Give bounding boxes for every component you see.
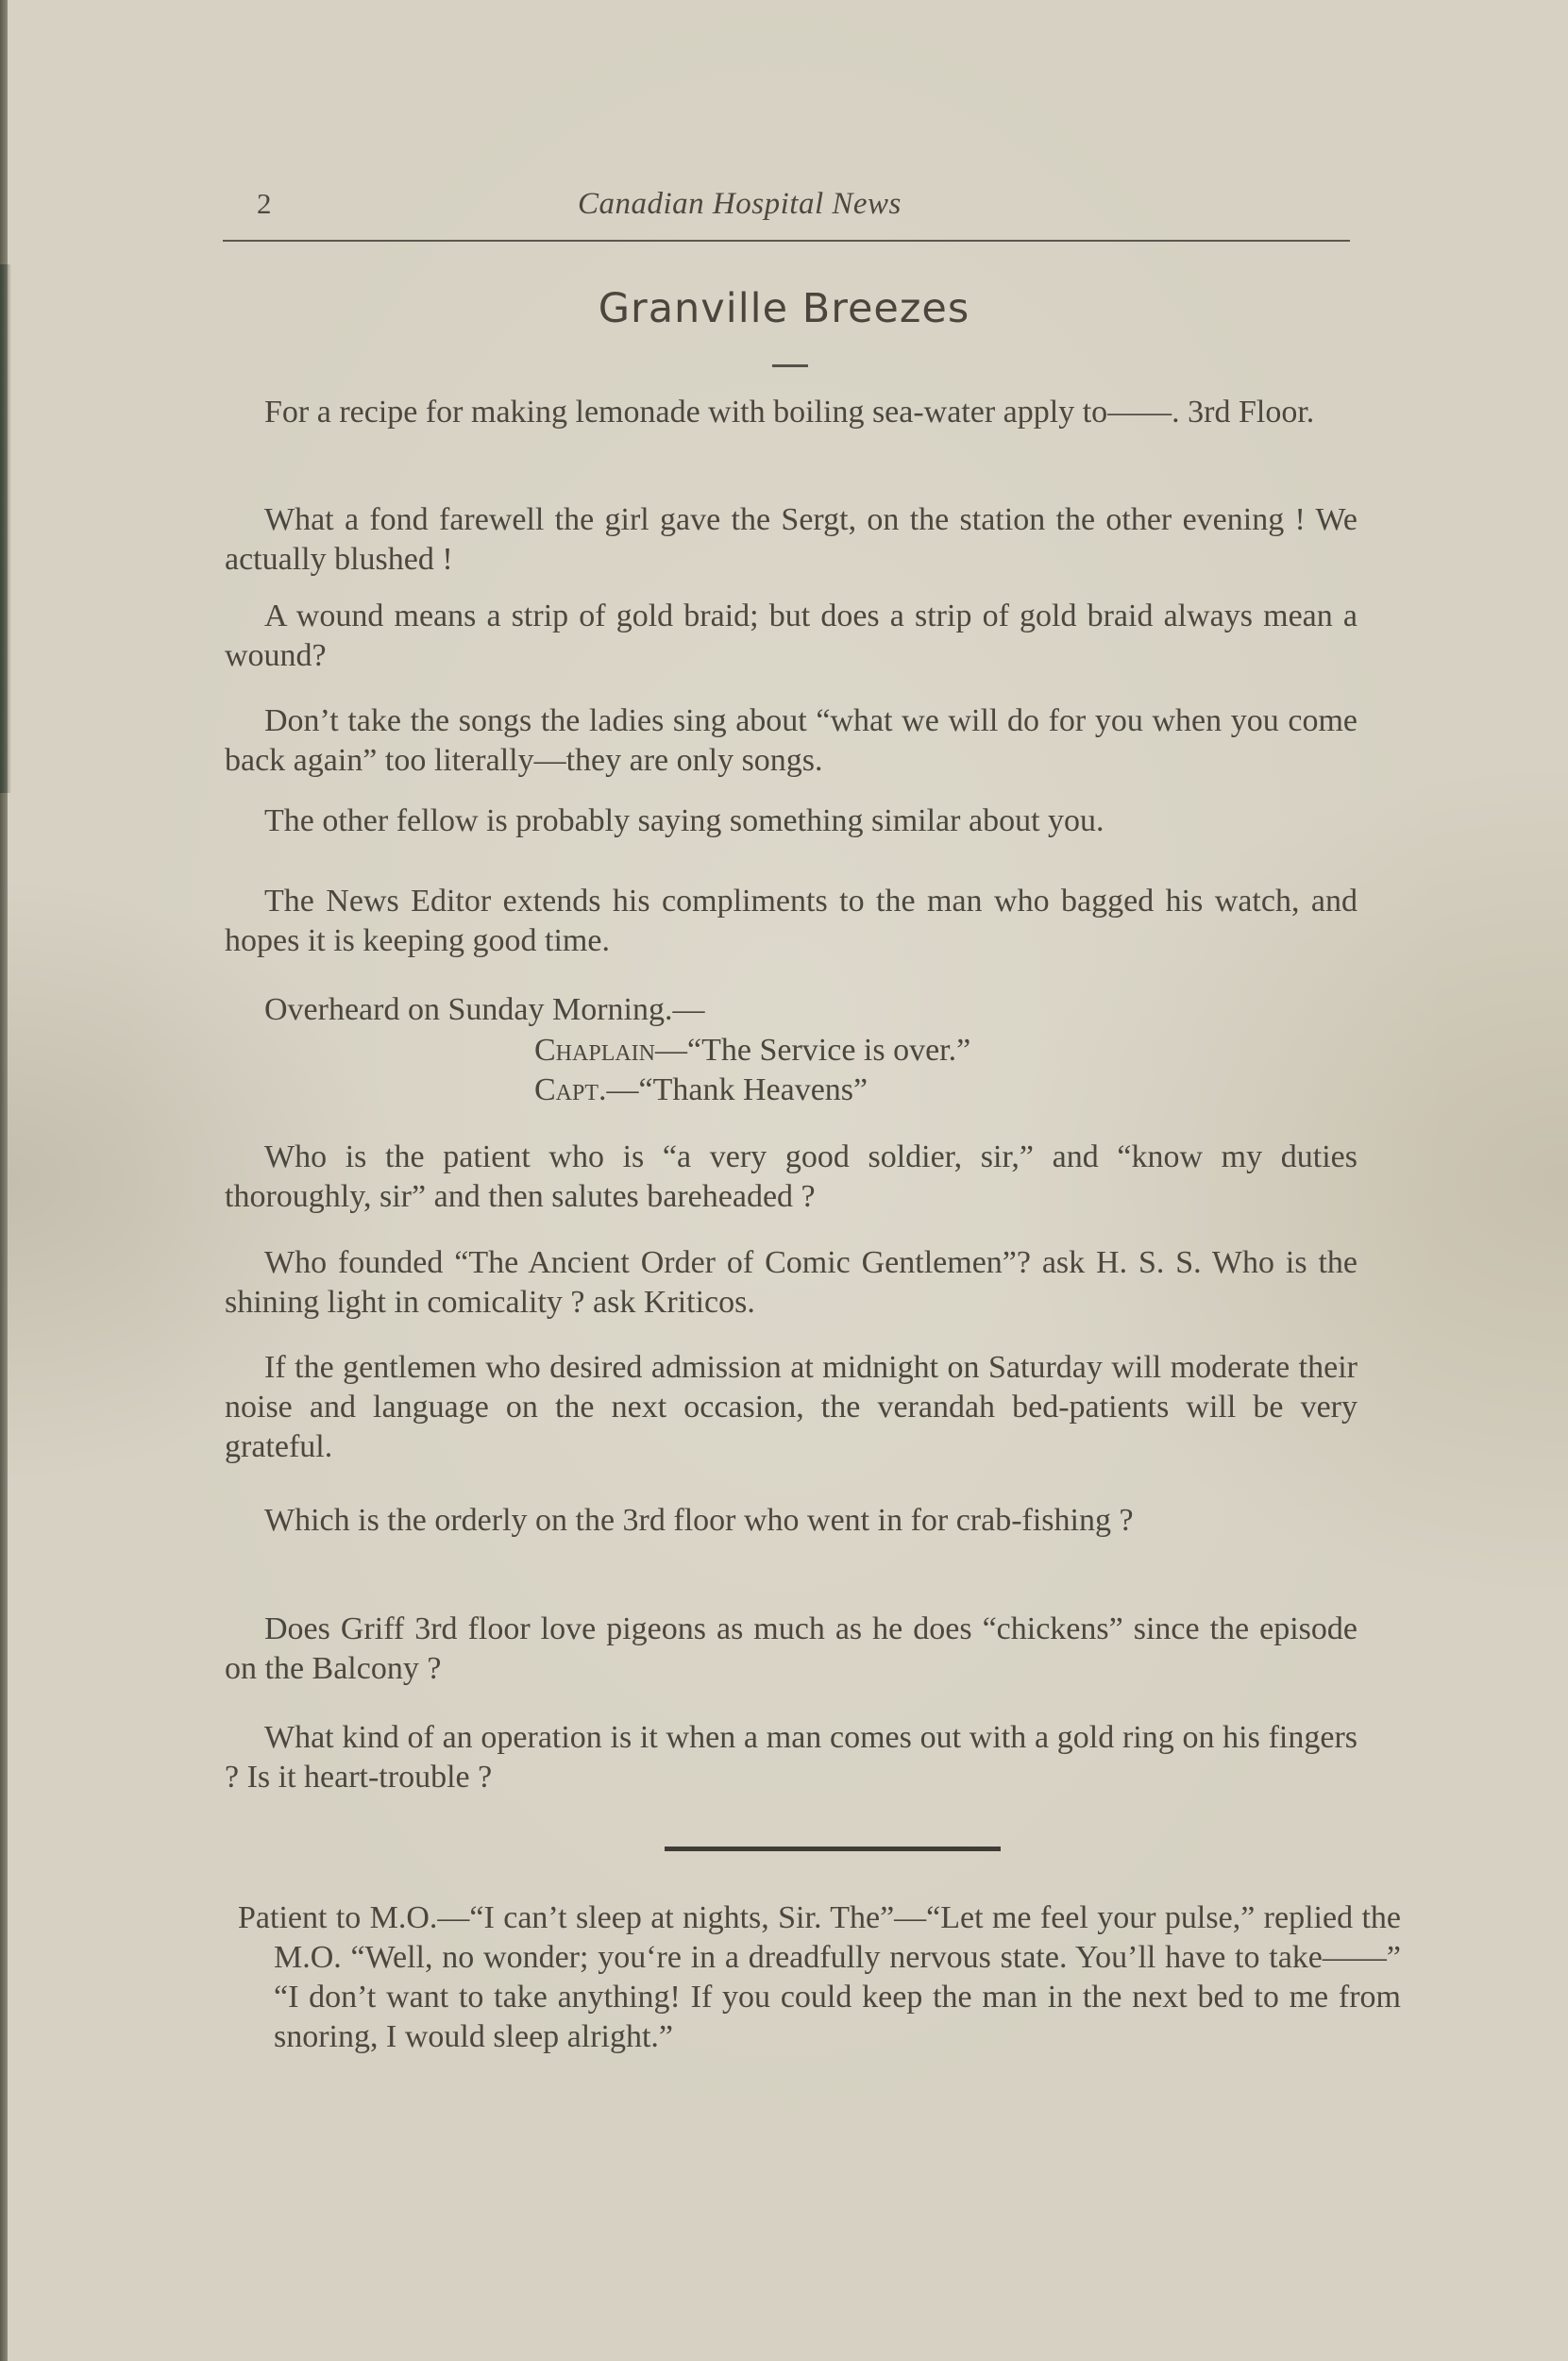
paragraph-crab-fishing: Which is the orderly on the 3rd floor who went in for crab-fishing ? [264,1503,1134,1538]
title-dash [772,364,808,367]
paragraph-news-editor: The News Editor extends his compliments to the man who bagged his watch, and hopes it is keeping good time. [225,884,1357,958]
header-rule [223,240,1350,242]
paragraph-comic-gentlemen: Who founded “The Ancient Order of Comic Gentlemen”? ask H. S. S. Who is the shining light in comicality ? ask Kriticos. [225,1245,1357,1320]
paragraph-farewell: What a fond farewell the girl gave the Sergt, on the station the other evening ! We actually blushed ! [225,502,1357,577]
paragraph-pigeons: Does Griff 3rd floor love pigeons as much as he does “chickens” since the episode on the Balcony ? [225,1611,1357,1686]
page-number: 2 [257,187,272,220]
speaker-chaplain: Chaplain [534,1033,656,1068]
page-header [257,187,1352,234]
paragraph-gold-braid: A wound means a strip of gold braid; but does a strip of gold braid always mean a wound? [225,599,1357,673]
paragraph-midnight-admission: If the gentlemen who desired admission at midnight on Saturday will moderate their noise and language on the next occasion, the verandah bed-patients will be very grateful. [225,1350,1357,1464]
paragraph-lemonade: For a recipe for making lemonade with boiling sea-water apply to——. 3rd Floor. [264,395,1315,430]
overheard-lead: Overheard on Sunday Morning.— [264,992,705,1027]
speaker-captain: Capt. [534,1072,607,1107]
dialogue-text-chaplain: —“The Service is over.” [655,1033,971,1068]
paragraph-other-fellow: The other fellow is probably saying something similar about you. [264,803,1104,838]
paragraph-patient-soldier: Who is the patient who is “a very good soldier, sir,” and “know my duties thoroughly, sir” and then salutes bareheaded ? [225,1139,1357,1214]
anecdote-patient-mo: Patient to M.O.—“I can’t sleep at nights, Sir. The”—“Let me feel your pulse,” replied the M.O. “Well, no wonder; you‘re in a dreadfully nervous state. You’ll have to take——” “I don’t want to take anything! If you could keep the man in the next bed to me from snoring, I would sleep alright.” [238,1900,1401,2054]
article-title: Granville Breezes [598,285,970,332]
paragraph-operation: What kind of an operation is it when a man comes out with a gold ring on his fingers ? Is it heart-trouble ? [225,1720,1357,1795]
dialogue-line-chaplain [534,1031,970,1071]
dialogue-line-captain [534,1071,868,1110]
paragraph-songs: Don’t take the songs the ladies sing about “what we will do for you when you come back again” too literally—they are only songs. [225,703,1357,778]
running-title: Canadian Hospital News [578,187,902,221]
section-divider [665,1847,1001,1851]
binding-shadow [0,264,11,793]
dialogue-text-captain: —“Thank Heavens” [606,1072,868,1107]
